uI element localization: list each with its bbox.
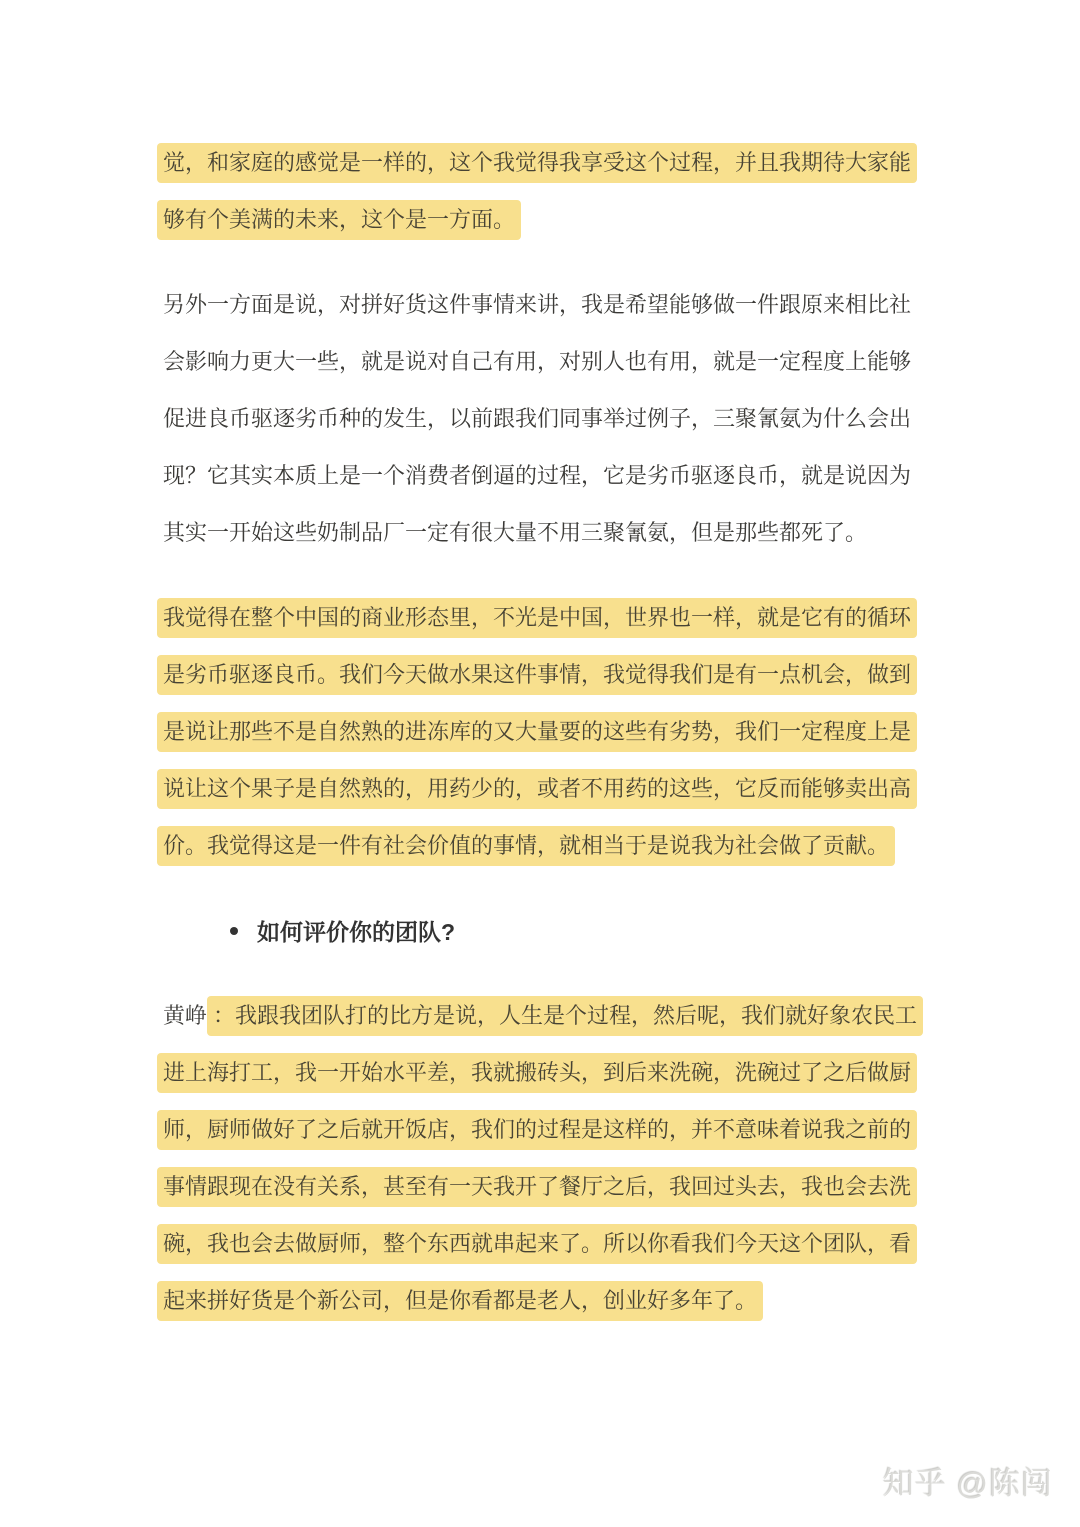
body-text: 会影响力更大一些，就是说对自己有用，对别人也有用，就是一定程度上能够 [163, 349, 912, 374]
text-line [157, 1158, 947, 1215]
text-line [157, 191, 947, 248]
body-text: 其实一开始这些奶制品厂一定有很大量不用三聚氰氨，但是那些都死了。 [163, 520, 868, 545]
text-line [157, 333, 947, 390]
text-line [157, 276, 947, 333]
zhihu-watermark: 知乎 @陈闯 [882, 1466, 1053, 1501]
text-line [157, 646, 947, 703]
paragraph-highlighted-1 [157, 134, 947, 248]
highlighted-text: 价。我觉得这是一件有社会价值的事情，就相当于是说我为社会做了贡献。 [157, 826, 895, 866]
highlighted-text: 觉，和家庭的感觉是一样的，这个我觉得我享受这个过程，并且我期待大家能 [157, 143, 917, 183]
text-line [157, 134, 947, 191]
bullet-icon [230, 927, 238, 935]
text-line [157, 703, 947, 760]
question-heading-text: 如何评价你的团队? [257, 919, 456, 945]
text-line [157, 1215, 947, 1272]
body-text: 另外一方面是说，对拼好货这件事情来讲，我是希望能够做一件跟原来相比社 [163, 292, 912, 317]
highlighted-text: 师，厨师做好了之后就开饭店，我们的过程是这样的，并不意味着说我之前的 [157, 1110, 917, 1150]
paragraph-highlighted-2 [157, 589, 947, 874]
highlighted-text: 是劣币驱逐良币。我们今天做水果这件事情，我觉得我们是有一点机会，做到 [157, 655, 917, 695]
highlighted-text: 进上海打工，我一开始水平差，我就搬砖头，到后来洗碗，洗碗过了之后做厨 [157, 1053, 917, 1093]
paragraph-plain [157, 276, 947, 561]
text-line [157, 817, 947, 874]
text-line [157, 1101, 947, 1158]
text-line [157, 589, 947, 646]
highlighted-text: 起来拼好货是个新公司，但是你看都是老人，创业好多年了。 [157, 1281, 763, 1321]
question-heading [157, 902, 947, 959]
text-line [157, 987, 947, 1044]
highlighted-text: 碗，我也会去做厨师，整个东西就串起来了。所以你看我们今天这个团队，看 [157, 1224, 917, 1264]
text-line [157, 760, 947, 817]
text-line [157, 1044, 947, 1101]
article-body [157, 134, 947, 1357]
highlighted-text: 是说让那些不是自然熟的进冻库的又大量要的这些有劣势，我们一定程度上是 [157, 712, 917, 752]
text-line [157, 1272, 947, 1329]
highlighted-text: 够有个美满的未来，这个是一方面。 [157, 200, 521, 240]
highlighted-text: 说让这个果子是自然熟的，用药少的，或者不用药的这些，它反而能够卖出高 [157, 769, 917, 809]
highlighted-text: 我觉得在整个中国的商业形态里，不光是中国，世界也一样，就是它有的循环 [157, 598, 917, 638]
body-text: 现？它其实本质上是一个消费者倒逼的过程，它是劣币驱逐良币，就是说因为 [163, 463, 912, 488]
highlighted-text: 事情跟现在没有关系，甚至有一天我开了餐厅之后，我回过头去，我也会去洗 [157, 1167, 917, 1207]
paragraph-speaker-highlighted [157, 987, 947, 1329]
body-text: 促进良币驱逐劣币种的发生，以前跟我们同事举过例子，三聚氰氨为什么会出 [163, 406, 912, 431]
speaker-name: 黄峥 [163, 1003, 208, 1028]
highlighted-text: ：我跟我团队打的比方是说，人生是个过程，然后呢，我们就好象农民工 [207, 996, 923, 1036]
text-line [157, 390, 947, 447]
text-line [157, 504, 947, 561]
text-line [157, 447, 947, 504]
